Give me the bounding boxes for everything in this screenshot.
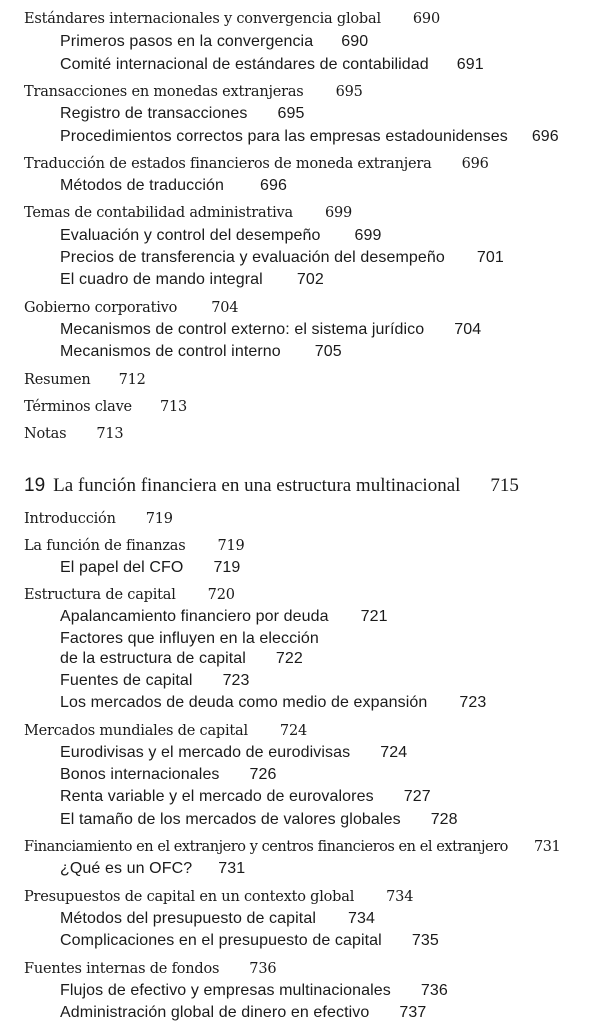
toc-section [24,886,413,908]
toc-subsection [60,269,324,291]
toc-section-title: Notas [24,426,67,442]
toc-page-number: 724 [279,723,307,739]
toc-page-number: 736 [249,961,277,977]
toc-section-title: Introducción [24,511,116,527]
toc-subsection-title: Procedimientos correctos para las empresas estadounidenses [60,128,508,145]
toc-section-title: Mercados mundiales de capital [24,723,248,739]
toc-subsection-title: Evaluación y control del desempeño [60,227,321,244]
toc-subsection [60,742,407,764]
toc-section-title: Términos clave [24,399,132,415]
toc-section-title: Estructura de capital [24,587,176,603]
toc-subsection-title: El papel del CFO [60,559,184,576]
toc-page-number: 712 [118,372,146,388]
toc-subsection-title: El tamaño de los mercados de valores globales [60,811,401,828]
toc-section-title: Traducción de estados financieros de moneda extranjera [24,156,432,172]
toc-section-title: Transacciones en monedas extranjeras [24,84,304,100]
toc-subsection [60,930,439,952]
chapter-heading [24,473,519,499]
chapter-title: La función financiera en una estructura multinacional [53,475,461,496]
toc-page-number: 735 [411,932,439,949]
toc-section-title: Presupuestos de capital en un contexto global [24,889,355,905]
toc-page-number: 701 [476,249,504,266]
toc-section [24,508,173,530]
toc-subsection [60,980,448,1002]
toc-section-title: La función de finanzas [24,538,186,554]
toc-page-number: 731 [533,839,561,855]
toc-page-number: 696 [461,156,489,172]
toc-section [24,584,235,606]
toc-subsection [60,126,559,148]
toc-subsection-title: Bonos internacionales [60,766,220,783]
toc-page-number: 731 [218,860,246,877]
toc-subsection [60,54,484,76]
toc-subsection [60,648,303,670]
toc-section [24,297,238,319]
toc-subsection [60,786,431,808]
toc-section [24,369,146,391]
toc-subsection-title: Los mercados de deuda como medio de expansión [60,694,428,711]
toc-section [24,423,123,445]
toc-page-number: 704 [454,321,482,338]
toc-page-number: 713 [96,426,124,442]
toc-section-title: Estándares internacionales y convergencia global [24,11,381,27]
toc-section [24,958,276,980]
toc-section-title: Resumen [24,372,91,388]
toc-section [24,396,187,418]
toc-page-number: 702 [296,271,324,288]
toc-page-number: 721 [360,608,388,625]
toc-subsection [60,764,277,786]
toc-page-number: 699 [354,227,382,244]
toc-subsection-title: Complicaciones en el presupuesto de capital [60,932,382,949]
toc-page-number: 699 [324,205,353,221]
toc-page-number: 722 [275,650,303,667]
toc-subsection [60,225,381,247]
toc-page-number: 705 [314,343,342,360]
toc-subsection-title: ¿Qué es un OFC? [60,860,193,877]
toc-subsection-title: Métodos del presupuesto de capital [60,910,317,927]
toc-subsection-title: Mecanismos de control externo: el sistema jurídico [60,321,425,338]
toc-section-title: Fuentes internas de fondos [24,961,220,977]
toc-subsection-title: Flujos de efectivo y empresas multinacionales [60,982,391,999]
toc-section-title: Financiamiento en el extranjero y centros financieros en el extranjero [24,839,508,855]
toc-page-number: 734 [386,889,414,905]
toc-page-number: 727 [403,788,431,805]
toc-subsection-title: Comité internacional de estándares de contabilidad [60,56,429,73]
toc-subsection [60,809,458,831]
chapter-number: 19 [24,475,46,496]
toc-subsection-title: Precios de transferencia y evaluación del desempeño [60,249,445,266]
toc-page-number: 695 [277,105,305,122]
toc-section [24,535,245,557]
toc-page-number: 696 [259,177,287,194]
toc-subsection-title: Mecanismos de control interno [60,343,281,360]
toc-subsection [60,557,240,579]
toc-section [24,202,352,224]
toc-page-number: 737 [399,1004,427,1021]
toc-subsection [60,858,245,880]
toc-subsection-title: Apalancamiento financiero por deuda [60,608,329,625]
toc-subsection [60,175,287,197]
toc-page-number: 720 [207,587,235,603]
toc-subsection-title: Fuentes de capital [60,672,193,689]
toc-page-number: 696 [531,128,559,145]
toc-subsection [60,670,250,692]
toc-page-number: 690 [412,11,440,27]
toc-subsection [60,628,319,650]
toc-subsection [60,31,368,53]
toc-section [24,720,307,742]
toc-section [24,836,560,858]
toc-subsection [60,1002,426,1024]
toc-page-number: 719 [213,559,241,576]
toc-subsection-title: Administración global de dinero en efectivo [60,1004,370,1021]
toc-page-number: 704 [211,300,239,316]
toc-subsection-title: Registro de transacciones [60,105,248,122]
toc-page-number: 713 [159,399,188,415]
toc-subsection [60,247,504,269]
toc-page-number: 724 [380,744,408,761]
toc-page-number: 736 [420,982,448,999]
toc-page-number: 734 [348,910,376,927]
toc-subsection [60,319,481,341]
toc-subsection [60,341,342,363]
toc-page-number: 719 [217,538,245,554]
toc-page-number: 728 [430,811,458,828]
toc-subsection [60,103,304,125]
toc-subsection [60,692,486,714]
toc-page-number: 726 [249,766,277,783]
toc-subsection-title: Factores que influyen en la elección [60,630,319,647]
toc-subsection-title: Eurodivisas y el mercado de eurodivisas [60,744,351,761]
toc-subsection-title: Métodos de traducción [60,177,224,194]
toc-subsection-title: El cuadro de mando integral [60,271,263,288]
toc-page-number: 723 [459,694,487,711]
toc-page-number: 715 [490,475,519,496]
toc-subsection [60,908,375,930]
toc-section [24,81,363,103]
toc-page-number: 723 [222,672,250,689]
toc-subsection [60,606,388,628]
toc-subsection-title: Primeros pasos en la convergencia [60,33,314,50]
toc-subsection-title: de la estructura de capital [60,650,246,667]
toc-section [24,8,440,30]
toc-page-number: 695 [335,84,363,100]
toc-section-title: Gobierno corporativo [24,300,178,316]
toc-subsection-title: Renta variable y el mercado de eurovalores [60,788,374,805]
toc-page-number: 719 [145,511,173,527]
toc-section [24,153,489,175]
toc-page-number: 691 [456,56,484,73]
toc-section-title: Temas de contabilidad administrativa [24,205,293,221]
toc-page-number: 690 [341,33,369,50]
